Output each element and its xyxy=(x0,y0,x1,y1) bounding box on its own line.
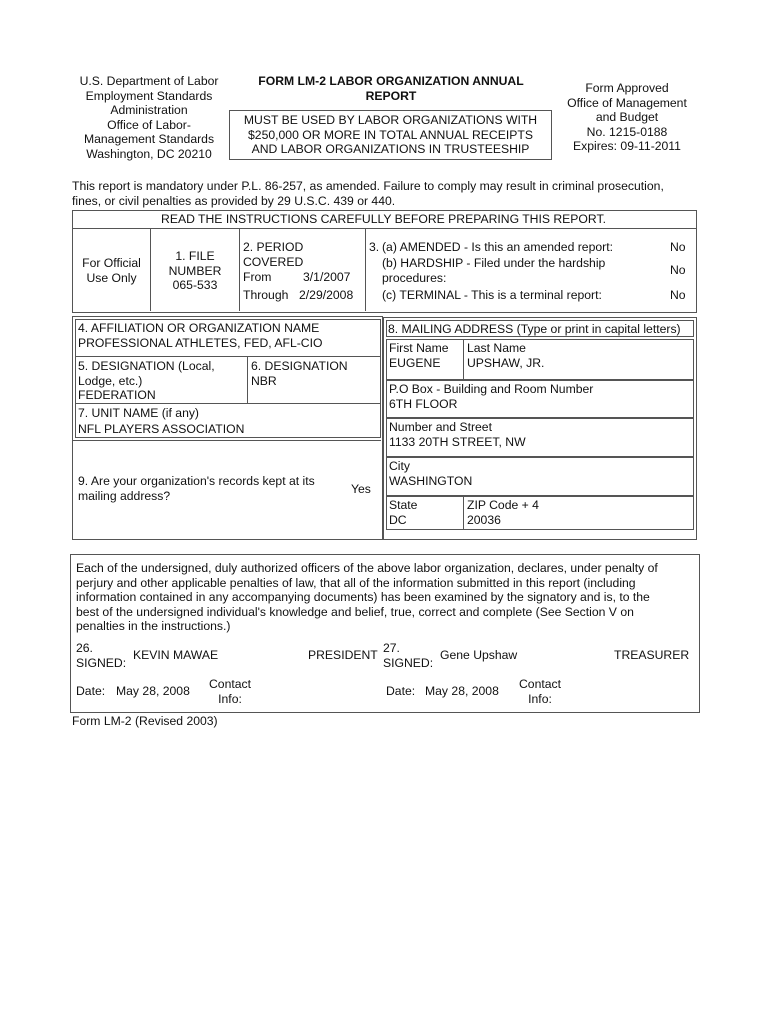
po-box-value: 6TH FLOOR xyxy=(389,397,458,411)
street-value: 1133 20TH STREET, NW xyxy=(389,435,526,449)
divider xyxy=(239,228,240,311)
signed-26-label: 26. SIGNED: xyxy=(76,641,127,670)
date-27-value: May 28, 2008 xyxy=(425,684,499,698)
first-name-value: EUGENE xyxy=(389,356,441,370)
amended-label: (a) AMENDED - Is this an amended report: xyxy=(382,240,613,254)
date-26-value: May 28, 2008 xyxy=(116,684,190,698)
agency-address: U.S. Department of Labor Employment Standards Administration Office of Labor- Management Standards Washington, DC 20210 xyxy=(79,74,219,161)
records-answer: Yes xyxy=(351,482,371,496)
last-name-label: Last Name xyxy=(467,341,526,355)
divider xyxy=(463,496,464,529)
date-27-label: Date: xyxy=(386,684,416,698)
omb-approval: Form Approved Office of Management and Budget No. 1215-0188 Expires: 09-11-2011 xyxy=(567,81,687,153)
divider xyxy=(72,228,696,229)
unit-name-value: NFL PLAYERS ASSOCIATION xyxy=(78,422,245,436)
state-value: DC xyxy=(389,513,407,527)
from-label: From xyxy=(243,270,272,284)
through-date: 2/29/2008 xyxy=(299,288,354,302)
mandatory-notice: This report is mandatory under P.L. 86-257, as amended. Failure to comply may result in criminal prosecution, fines, or civil penalties as provided by 29 U.S.C. 439 or 440. xyxy=(72,179,664,208)
date-26-label: Date: xyxy=(76,684,106,698)
contact-27-label: Contact Info: xyxy=(518,677,561,706)
city-value: WASHINGTON xyxy=(389,474,473,488)
divider xyxy=(75,356,380,357)
last-name-value: UPSHAW, JR. xyxy=(467,356,545,370)
city-label: City xyxy=(389,459,410,473)
form-revision-footer: Form LM-2 (Revised 2003) xyxy=(72,714,218,728)
contact-26-label: Contact Info: xyxy=(208,677,251,706)
designation-6-label: 6. DESIGNATION xyxy=(251,359,348,373)
designation-5-value: FEDERATION xyxy=(78,388,156,402)
mailing-address-title: 8. MAILING ADDRESS (Type or print in capital letters) xyxy=(388,322,681,336)
amended-value: No xyxy=(670,240,686,254)
signer-26-title: PRESIDENT xyxy=(308,648,378,662)
street-label: Number and Street xyxy=(389,420,492,434)
from-date: 3/1/2007 xyxy=(303,270,351,284)
terminal-label: (c) TERMINAL - This is a terminal report: xyxy=(382,288,602,302)
certification-text: Each of the undersigned, duly authorized officers of the above labor organization, declares, under penalty of perjury and other applicable penalties of law, that all of the information submitted in this report (including information contained in any accompanying documents) has been examined by the signatory and is, to the best of the undersigned individual's knowledge and belief, true, correct and complete (See Section V on penalties in the instructions.) xyxy=(76,561,658,633)
terminal-value: No xyxy=(670,288,686,302)
requirement-box: MUST BE USED BY LABOR ORGANIZATIONS WITH $250,000 OR MORE IN TOTAL ANNUAL RECEIPTS AND LABOR ORGANIZATIONS IN TRUSTEESHIP xyxy=(229,110,552,160)
first-name-label: First Name xyxy=(389,341,449,355)
zip-label: ZIP Code + 4 xyxy=(467,498,539,512)
period-label: 2. PERIOD COVERED xyxy=(243,240,304,269)
file-number-label: 1. FILE NUMBER xyxy=(168,249,222,278)
state-label: State xyxy=(389,498,418,512)
form-title: FORM LM-2 LABOR ORGANIZATION ANNUAL REPORT xyxy=(258,74,524,103)
file-number-value: 065-533 xyxy=(172,278,218,292)
through-label: Through xyxy=(243,288,289,302)
item-3-number: 3. xyxy=(369,240,380,254)
signer-26-name: KEVIN MAWAE xyxy=(133,648,219,662)
divider xyxy=(73,440,381,441)
affiliation-value: PROFESSIONAL ATHLETES, FED, AFL-CIO xyxy=(78,336,323,350)
divider xyxy=(365,228,366,311)
designation-5-label: 5. DESIGNATION (Local, Lodge, etc.) xyxy=(78,359,215,388)
records-question: 9. Are your organization's records kept at its mailing address? xyxy=(78,474,315,503)
unit-name-label: 7. UNIT NAME (if any) xyxy=(78,406,199,420)
divider xyxy=(247,356,248,403)
official-use-label: For Official Use Only xyxy=(82,256,141,285)
divider xyxy=(75,403,380,404)
signed-27-label: 27. SIGNED: xyxy=(383,641,434,670)
signer-27-name: Gene Upshaw xyxy=(440,648,518,662)
hardship-label: (b) HARDSHIP - Filed under the hardship procedures: xyxy=(382,256,606,285)
po-box-label: P.O Box - Building and Room Number xyxy=(389,382,594,396)
designation-6-value: NBR xyxy=(251,374,277,388)
instructions-banner: READ THE INSTRUCTIONS CAREFULLY BEFORE PREPARING THIS REPORT. xyxy=(161,212,606,226)
hardship-value: No xyxy=(670,263,686,277)
signer-27-title: TREASURER xyxy=(614,648,690,662)
divider xyxy=(463,339,464,380)
affiliation-label: 4. AFFILIATION OR ORGANIZATION NAME xyxy=(78,321,320,335)
state-zip-box xyxy=(386,496,694,530)
zip-value: 20036 xyxy=(467,513,501,527)
